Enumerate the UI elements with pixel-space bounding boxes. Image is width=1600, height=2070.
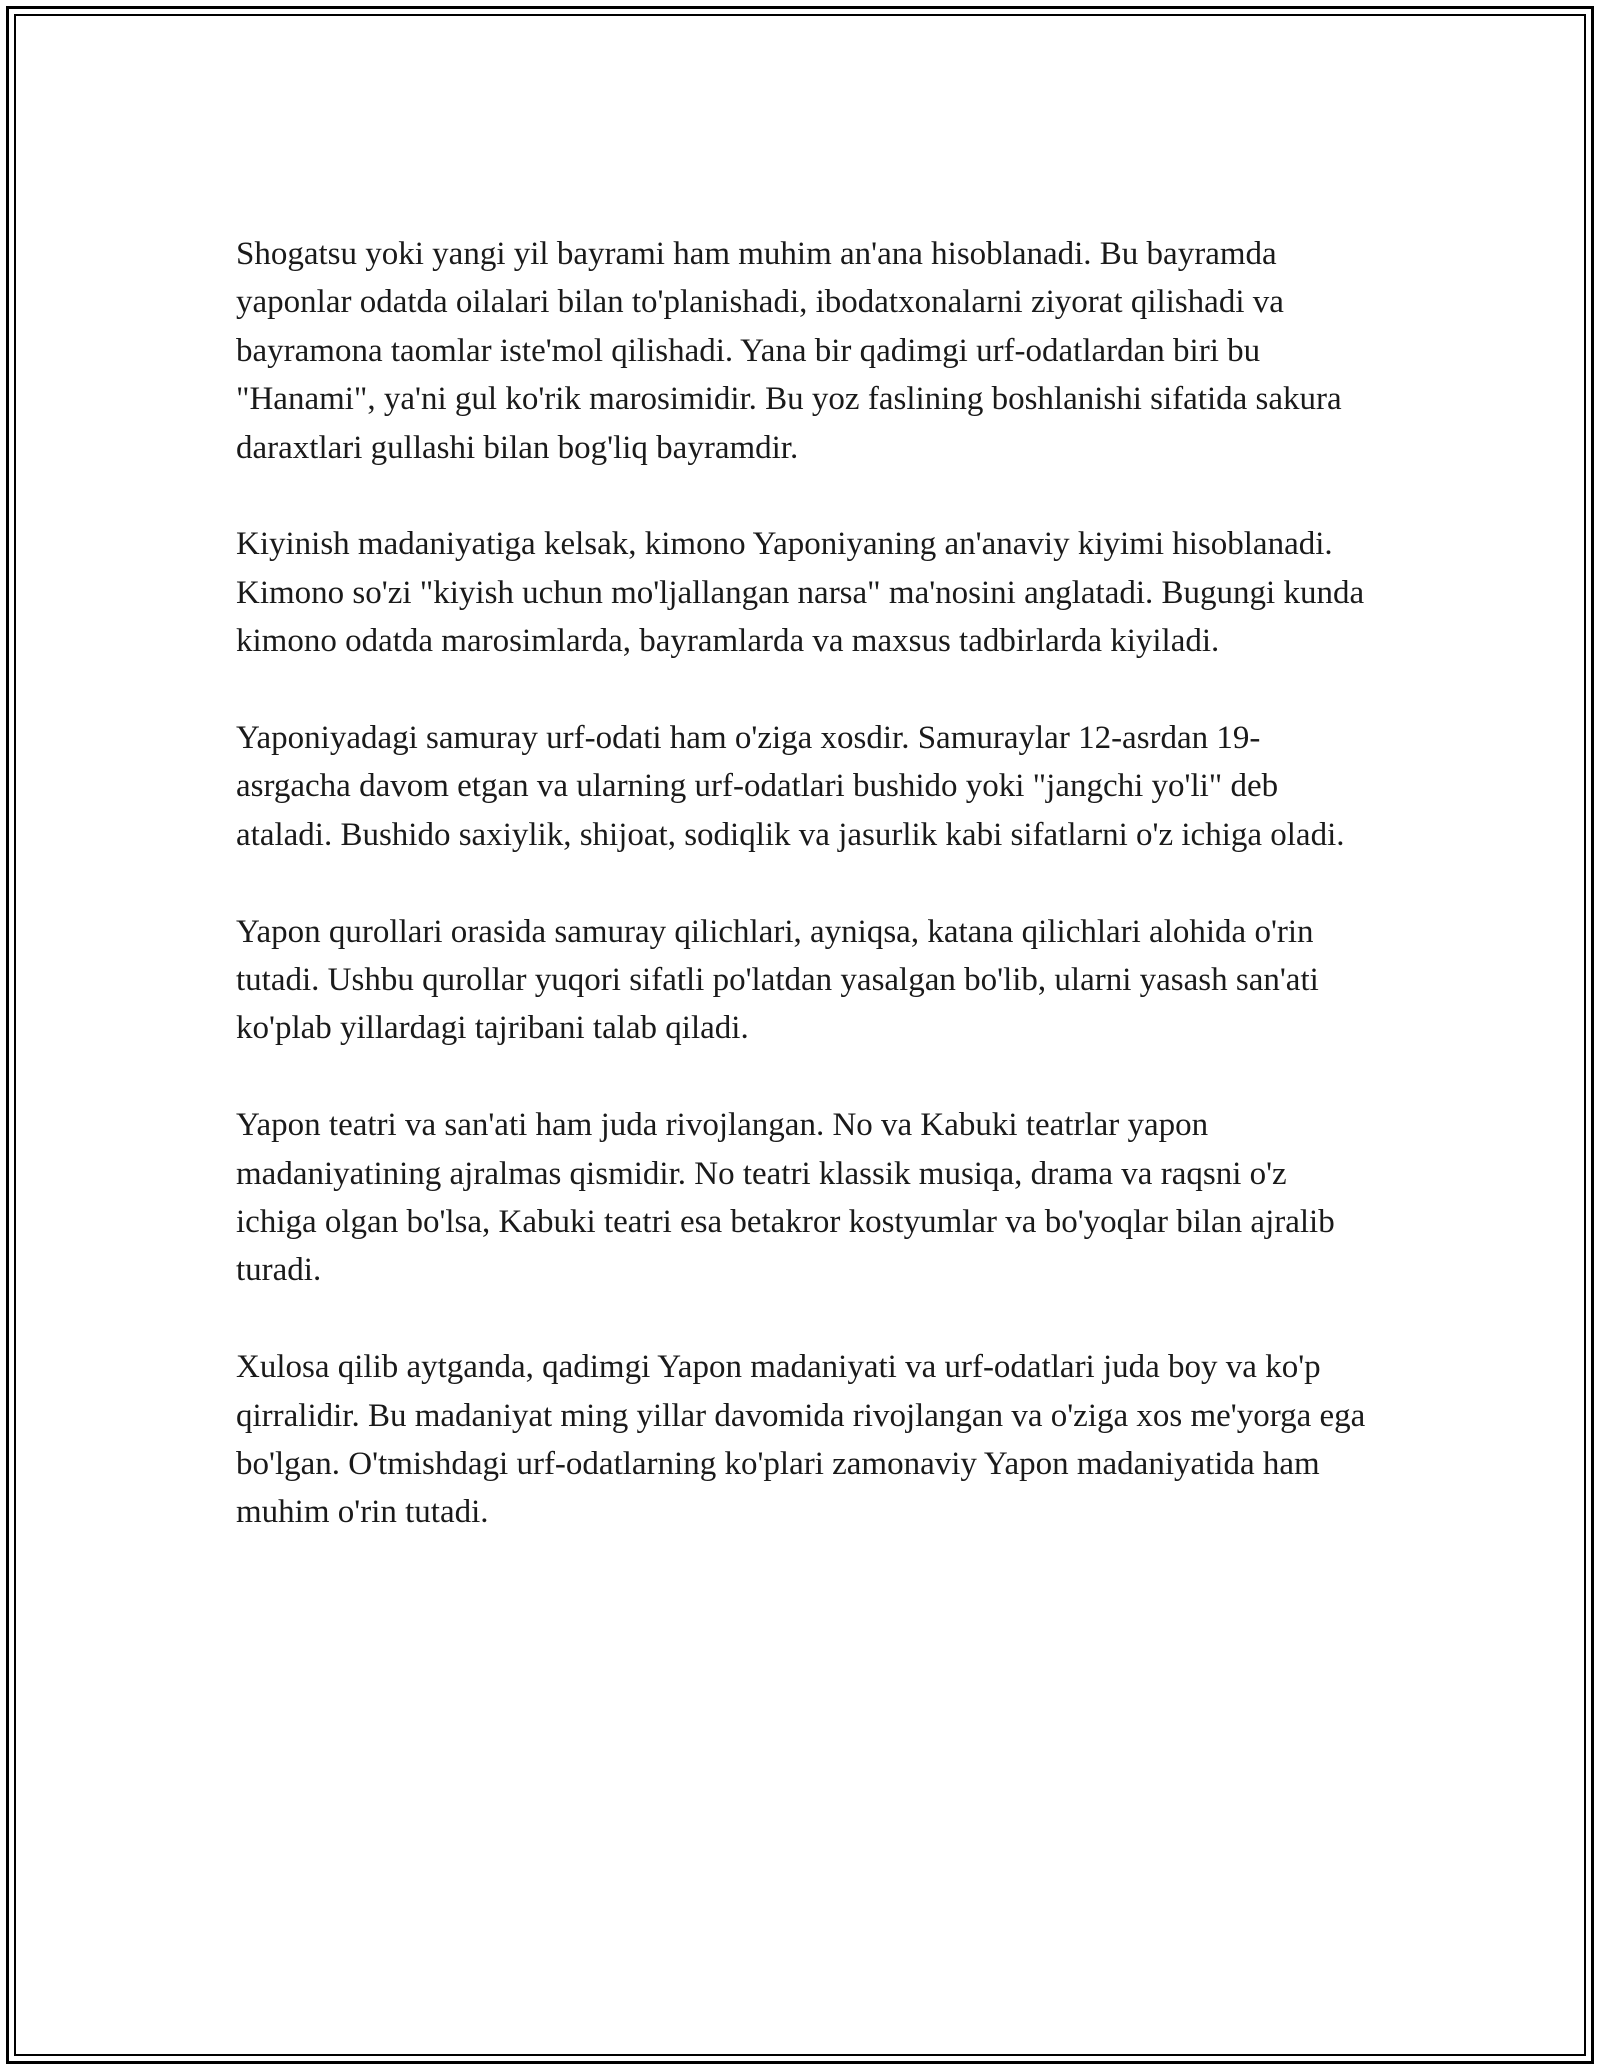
paragraph-kimono: Kiyinish madaniyatiga kelsak, kimono Yaponiyaning an'anaviy kiyimi hisoblanadi. Kimono so'zi "kiyish uchun mo'ljallangan narsa" ma'nosini anglatadi. Bugungi kunda kimono odatda marosimlarda, bayramlarda va maxsus tadbirlarda kiyiladi. xyxy=(236,526,1365,660)
paragraph-conclusion: Xulosa qilib aytganda, qadimgi Yapon madaniyati va urf-odatlari juda boy va ko'p qirralidir. Bu madaniyat ming yillar davomida rivojlangan va o'ziga xos me'yorga ega bo'lgan. O'tmishdagi urf-odatlarning ko'plari zamonaviy Yapon madaniyatida ham muhim o'rin tutadi. xyxy=(236,1349,1366,1531)
document-body xyxy=(236,230,1366,1537)
paragraph-shogatsu: Shogatsu yoki yangi yil bayrami ham muhim an'ana hisoblanadi. Bu bayramda yaponlar odatda oilalari bilan to'planishadi, ibodatxonalarni ziyorat qilishadi va bayramona taomlar iste'mol qilishadi. Yana bir qadimgi urf-odatlardan biri bu "Hanami", ya'ni gul ko'rik marosimidir. Bu yoz faslining boshlanishi sifatida sakura daraxtlari gullashi bilan bog'liq bayramdir. xyxy=(236,236,1342,466)
paragraph-theatre: Yapon teatri va san'ati ham juda rivojlangan. No va Kabuki teatrlar yapon madaniyatining ajralmas qismidir. No teatri klassik musiqa, drama va raqsni o'z ichiga olgan bo'lsa, Kabuki teatri esa betakror kostyumlar va bo'yoqlar bilan ajralib turadi. xyxy=(236,1107,1335,1289)
paragraph-weapons: Yapon qurollari orasida samuray qilichlari, ayniqsa, katana qilichlari alohida o'rin tutadi. Ushbu qurollar yuqori sifatli po'latdan yasalgan bo'lib, ularni yasash san'ati ko'plab yillardagi tajribani talab qiladi. xyxy=(236,913,1319,1047)
paragraph-samurai: Yaponiyadagi samuray urf-odati ham o'ziga xosdir. Samuraylar 12-asrdan 19-asrgacha davom etgan va ularning urf-odatlari bushido yoki "jangchi yo'li" deb ataladi. Bushido saxiylik, shijoat, sodiqlik va jasurlik kabi sifatlarni o'z ichiga oladi. xyxy=(236,720,1345,853)
